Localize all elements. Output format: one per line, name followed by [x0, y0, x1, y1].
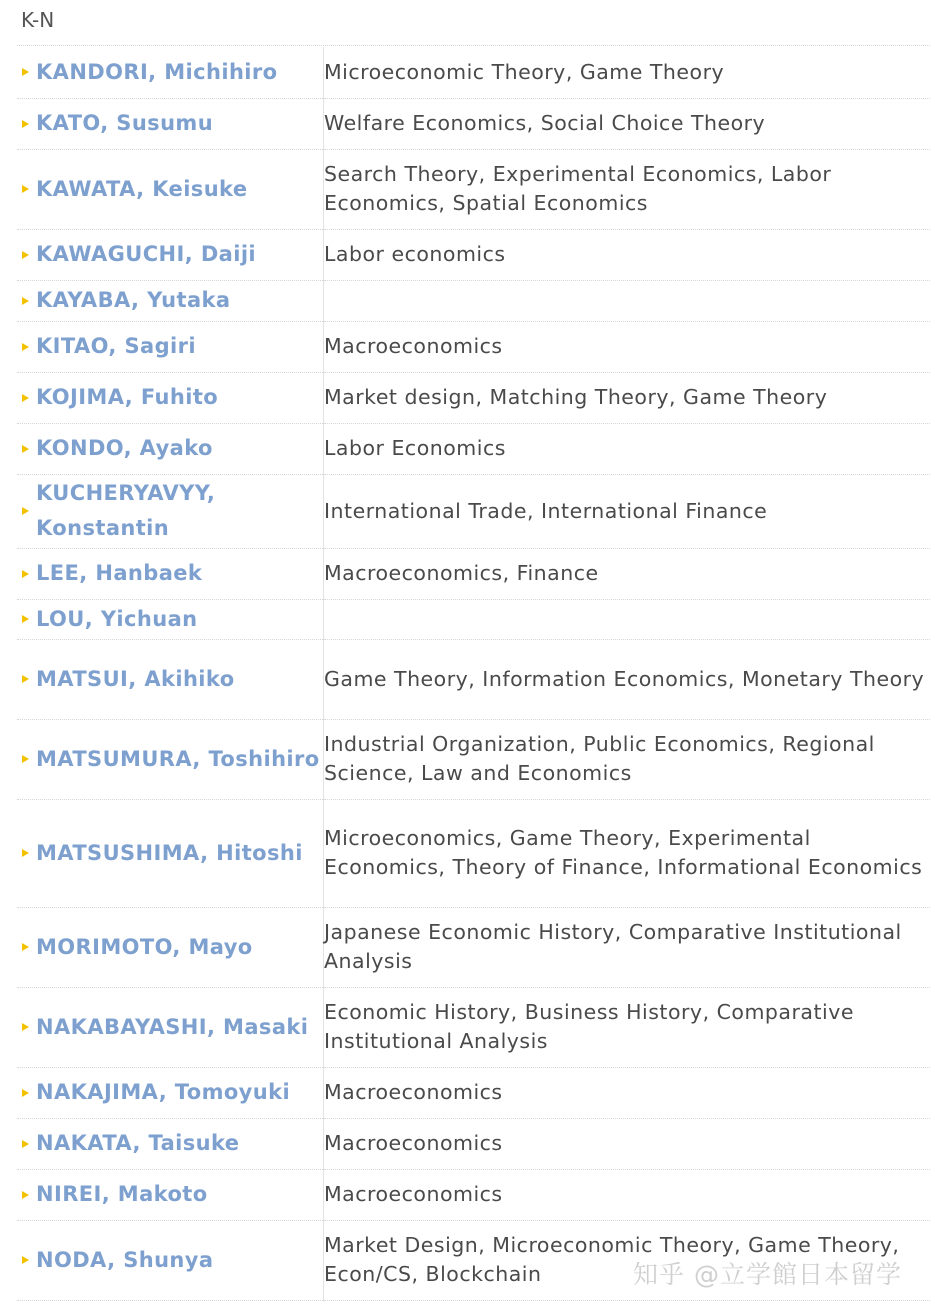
faculty-name-wrap	[17, 380, 323, 415]
faculty-name-link[interactable]: MORIMOTO, Mayo	[36, 934, 253, 959]
faculty-name-link[interactable]: MATSUSHIMA, Hitoshi	[36, 840, 303, 865]
research-fields: Microeconomics, Game Theory, Experimental Economics, Theory of Finance, Informational Economics	[324, 799, 931, 907]
research-fields	[324, 599, 931, 639]
research-fields: Game Theory, Information Economics, Monetary Theory	[324, 639, 931, 719]
triangle-bullet-icon	[22, 1256, 29, 1264]
table-row	[17, 474, 930, 548]
faculty-name-wrap	[17, 836, 323, 871]
triangle-bullet-icon	[22, 120, 29, 128]
faculty-name-cell	[17, 1220, 324, 1300]
table-row	[17, 1118, 930, 1169]
faculty-name-link[interactable]: NAKAJIMA, Tomoyuki	[36, 1080, 291, 1104]
triangle-bullet-icon	[22, 1023, 29, 1031]
faculty-name-wrap	[17, 1243, 323, 1278]
research-fields: Industrial Organization, Public Economics, Regional Science, Law and Economics	[324, 719, 931, 799]
heading-divider	[17, 45, 930, 46]
triangle-bullet-icon	[22, 755, 29, 763]
research-fields: Japanese Economic History, Comparative Institutional Analysis	[324, 907, 931, 987]
section-heading: K-N	[21, 8, 55, 32]
faculty-name-cell	[17, 98, 324, 149]
faculty-name-cell	[17, 548, 324, 599]
faculty-name-cell	[17, 372, 324, 423]
faculty-name-cell	[17, 907, 324, 987]
research-fields: Welfare Economics, Social Choice Theory	[324, 98, 931, 149]
research-fields: Macroeconomics	[324, 1169, 931, 1220]
triangle-bullet-icon	[22, 675, 29, 683]
faculty-name-link[interactable]: KOJIMA, Fuhito	[36, 385, 219, 409]
triangle-bullet-icon	[22, 507, 29, 515]
research-fields	[324, 280, 931, 321]
faculty-name-link[interactable]: KAWATA, Keisuke	[36, 176, 248, 201]
triangle-bullet-icon	[22, 943, 29, 951]
faculty-name-cell	[17, 987, 324, 1067]
triangle-bullet-icon	[22, 1191, 29, 1199]
faculty-name-wrap	[17, 476, 323, 546]
triangle-bullet-icon	[22, 1140, 29, 1148]
table-row	[17, 1169, 930, 1220]
triangle-bullet-icon	[22, 297, 29, 305]
faculty-name-link[interactable]: KAYABA, Yutaka	[36, 288, 231, 312]
table-row	[17, 372, 930, 423]
triangle-bullet-icon	[22, 1089, 29, 1097]
faculty-name-wrap	[17, 431, 323, 466]
table-row	[17, 229, 930, 280]
faculty-name-cell	[17, 1067, 324, 1118]
triangle-bullet-icon	[22, 343, 29, 351]
faculty-name-link[interactable]: KATO, Susumu	[36, 111, 214, 135]
faculty-name-link[interactable]: KITAO, Sagiri	[36, 334, 196, 358]
table-row	[17, 280, 930, 321]
faculty-name-wrap	[17, 742, 323, 777]
faculty-name-cell	[17, 229, 324, 280]
faculty-name-wrap	[17, 1177, 323, 1212]
faculty-name-wrap	[17, 1126, 323, 1161]
faculty-name-wrap	[17, 1075, 323, 1110]
research-fields: Macroeconomics	[324, 1118, 931, 1169]
table-row	[17, 321, 930, 372]
faculty-name-link[interactable]: MATSUMURA, Toshihiro	[36, 746, 320, 771]
research-fields: Market design, Matching Theory, Game Theory	[324, 372, 931, 423]
faculty-name-wrap	[17, 556, 323, 591]
table-row	[17, 1067, 930, 1118]
triangle-bullet-icon	[22, 251, 29, 259]
research-fields: Microeconomic Theory, Game Theory	[324, 47, 931, 98]
faculty-name-cell	[17, 639, 324, 719]
faculty-name-cell	[17, 149, 324, 229]
table-row	[17, 987, 930, 1067]
faculty-name-link[interactable]: KAWAGUCHI, Daiji	[36, 242, 257, 266]
faculty-name-wrap	[17, 55, 323, 90]
research-fields: Macroeconomics, Finance	[324, 548, 931, 599]
table-row	[17, 907, 930, 987]
faculty-name-link[interactable]: LEE, Hanbaek	[36, 561, 203, 585]
triangle-bullet-icon	[22, 570, 29, 578]
research-fields: Search Theory, Experimental Economics, Labor Economics, Spatial Economics	[324, 149, 931, 229]
faculty-name-wrap	[17, 1010, 323, 1045]
triangle-bullet-icon	[22, 185, 29, 193]
faculty-table-body	[17, 47, 930, 1300]
research-fields: Labor economics	[324, 229, 931, 280]
triangle-bullet-icon	[22, 445, 29, 453]
watermark: 知乎 @立学館日本留学	[633, 1260, 902, 1289]
research-fields: International Trade, International Finance	[324, 474, 931, 548]
faculty-name-cell	[17, 47, 324, 98]
faculty-name-wrap	[17, 106, 323, 141]
table-row	[17, 599, 930, 639]
faculty-name-link[interactable]: KONDO, Ayako	[36, 436, 213, 460]
faculty-name-cell	[17, 321, 324, 372]
faculty-name-link[interactable]: NAKATA, Taisuke	[36, 1131, 240, 1155]
table-row	[17, 98, 930, 149]
faculty-name-wrap	[17, 602, 323, 637]
faculty-table	[17, 47, 930, 1301]
triangle-bullet-icon	[22, 394, 29, 402]
faculty-name-cell	[17, 719, 324, 799]
research-fields: Market Design, Microeconomic Theory, Game Theory, Econ/CS, Blockchain	[324, 1220, 931, 1300]
table-row	[17, 149, 930, 229]
faculty-name-link[interactable]: NAKABAYASHI, Masaki	[36, 1014, 309, 1039]
table-row	[17, 799, 930, 907]
faculty-name-wrap	[17, 172, 323, 207]
faculty-name-wrap	[17, 329, 323, 364]
faculty-name-cell	[17, 599, 324, 639]
faculty-name-link[interactable]: KANDORI, Michihiro	[36, 59, 278, 84]
faculty-name-cell	[17, 423, 324, 474]
research-fields: Macroeconomics	[324, 1067, 931, 1118]
triangle-bullet-icon	[22, 68, 29, 76]
faculty-name-cell	[17, 1169, 324, 1220]
faculty-name-link[interactable]: MATSUI, Akihiko	[36, 666, 235, 691]
research-fields: Labor Economics	[324, 423, 931, 474]
faculty-name-cell	[17, 280, 324, 321]
table-row	[17, 548, 930, 599]
faculty-name-cell	[17, 799, 324, 907]
table-row	[17, 423, 930, 474]
faculty-name-wrap	[17, 662, 323, 697]
faculty-name-wrap	[17, 930, 323, 965]
faculty-name-link[interactable]: NIREI, Makoto	[36, 1182, 208, 1206]
faculty-name-link[interactable]: NODA, Shunya	[36, 1247, 214, 1272]
faculty-name-cell	[17, 474, 324, 548]
research-fields: Macroeconomics	[324, 321, 931, 372]
research-fields: Economic History, Business History, Comparative Institutional Analysis	[324, 987, 931, 1067]
faculty-name-link[interactable]: LOU, Yichuan	[36, 606, 198, 631]
faculty-name-link[interactable]: KUCHERYAVYY, Konstantin	[36, 481, 216, 540]
faculty-name-cell	[17, 1118, 324, 1169]
triangle-bullet-icon	[22, 615, 29, 623]
faculty-name-wrap	[17, 283, 323, 318]
table-row	[17, 639, 930, 719]
faculty-name-wrap	[17, 237, 323, 272]
table-row	[17, 719, 930, 799]
table-row	[17, 47, 930, 98]
triangle-bullet-icon	[22, 849, 29, 857]
